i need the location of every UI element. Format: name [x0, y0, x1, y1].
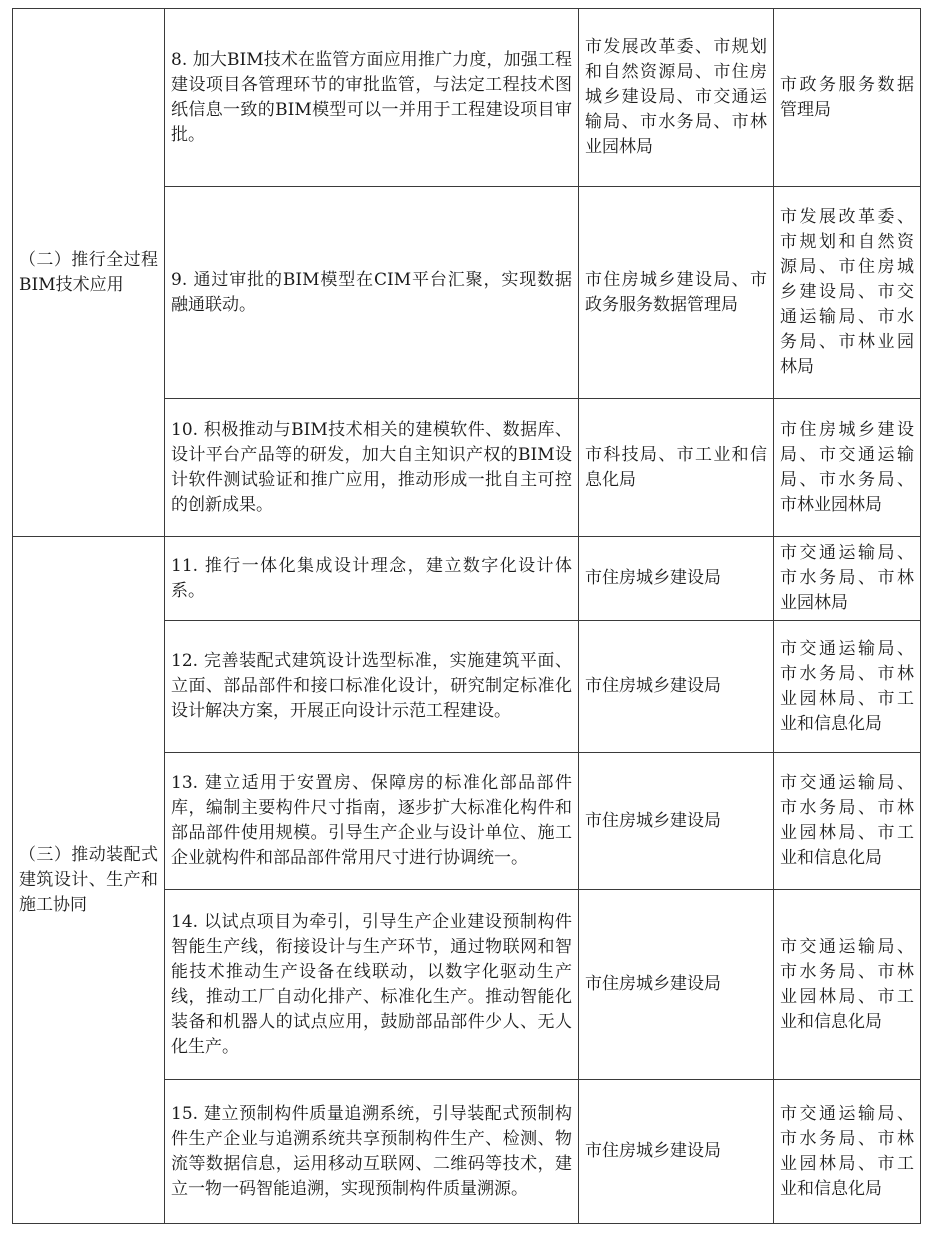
responsible-unit-cell: 市交通运输局、市水务局、市林业园林局、市工业和信息化局	[774, 890, 921, 1080]
lead-unit-cell: 市住房城乡建设局	[579, 753, 774, 890]
category-cell: （二）推行全过程BIM技术应用	[13, 9, 165, 537]
responsible-unit-cell: 市政务服务数据管理局	[774, 9, 921, 187]
lead-unit-cell: 市科技局、市工业和信息化局	[579, 399, 774, 537]
task-cell: 10. 积极推动与BIM技术相关的建模软件、数据库、设计平台产品等的研发，加大自主知识产权的BIM设计软件测试验证和推广应用，推动形成一批自主可控的创新成果。	[165, 399, 579, 537]
task-cell: 15. 建立预制构件质量追溯系统，引导装配式预制构件生产企业与追溯系统共享预制构件生产、检测、物流等数据信息，运用移动互联网、二维码等技术，建立一物一码智能追溯，实现预制构件质量溯源。	[165, 1080, 579, 1224]
lead-unit-cell: 市住房城乡建设局	[579, 537, 774, 621]
task-cell: 9. 通过审批的BIM模型在CIM平台汇聚，实现数据融通联动。	[165, 187, 579, 399]
lead-unit-cell: 市住房城乡建设局	[579, 890, 774, 1080]
responsible-unit-cell: 市交通运输局、市水务局、市林业园林局、市工业和信息化局	[774, 1080, 921, 1224]
lead-unit-cell: 市住房城乡建设局	[579, 1080, 774, 1224]
table-row	[13, 9, 921, 187]
task-cell: 13. 建立适用于安置房、保障房的标准化部品部件库，编制主要构件尺寸指南，逐步扩大标准化构件和部品部件使用规模。引导生产企业与设计单位、施工企业就构件和部品部件常用尺寸进行协调统一。	[165, 753, 579, 890]
task-cell: 14. 以试点项目为牵引，引导生产企业建设预制构件智能生产线，衔接设计与生产环节，通过物联网和智能技术推动生产设备在线联动，以数字化驱动生产线，推动工厂自动化排产、标准化生产。推动智能化装备和机器人的试点应用，鼓励部品部件少人、无人化生产。	[165, 890, 579, 1080]
category-cell: （三）推动装配式建筑设计、生产和施工协同	[13, 537, 165, 1224]
responsible-unit-cell: 市交通运输局、市水务局、市林业园林局、市工业和信息化局	[774, 621, 921, 753]
responsible-unit-cell: 市交通运输局、市水务局、市林业园林局	[774, 537, 921, 621]
task-cell: 11. 推行一体化集成设计理念，建立数字化设计体系。	[165, 537, 579, 621]
lead-unit-cell: 市住房城乡建设局	[579, 621, 774, 753]
lead-unit-cell: 市住房城乡建设局、市政务服务数据管理局	[579, 187, 774, 399]
lead-unit-cell: 市发展改革委、市规划和自然资源局、市住房城乡建设局、市交通运输局、市水务局、市林业园林局	[579, 9, 774, 187]
task-cell: 8. 加大BIM技术在监管方面应用推广力度，加强工程建设项目各管理环节的审批监管，与法定工程技术图纸信息一致的BIM模型可以一并用于工程建设项目审批。	[165, 9, 579, 187]
responsible-unit-cell: 市交通运输局、市水务局、市林业园林局、市工业和信息化局	[774, 753, 921, 890]
table-row	[13, 537, 921, 621]
task-table	[12, 8, 921, 1224]
task-cell: 12. 完善装配式建筑设计选型标准，实施建筑平面、立面、部品部件和接口标准化设计，研究制定标准化设计解决方案，开展正向设计示范工程建设。	[165, 621, 579, 753]
responsible-unit-cell: 市发展改革委、市规划和自然资源局、市住房城乡建设局、市交通运输局、市水务局、市林业园林局	[774, 187, 921, 399]
document-page	[12, 8, 920, 1226]
responsible-unit-cell: 市住房城乡建设局、市交通运输局、市水务局、市林业园林局	[774, 399, 921, 537]
